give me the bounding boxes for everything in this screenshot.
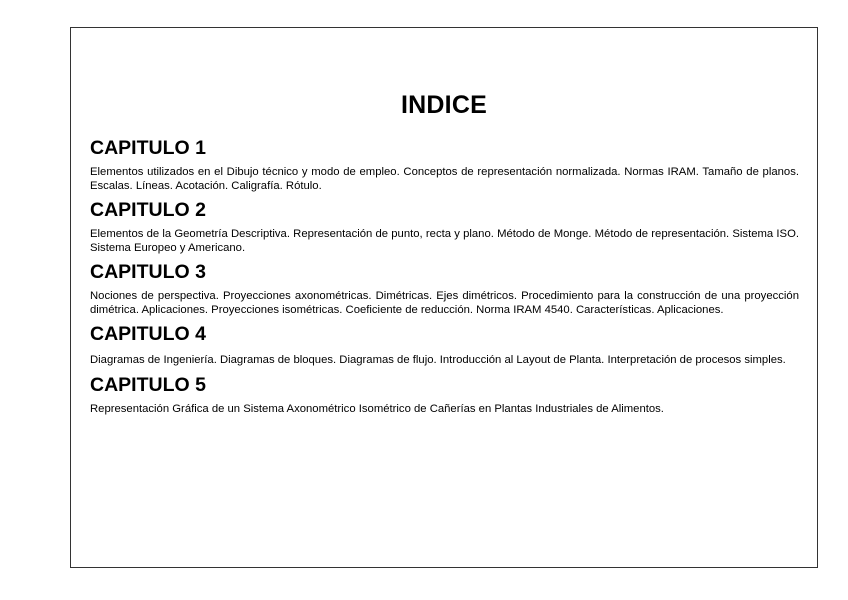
- index-title: INDICE: [401, 91, 487, 119]
- chapter-4: [90, 321, 799, 368]
- document-page: [70, 27, 818, 568]
- chapter-2-heading: CAPITULO 2: [90, 199, 206, 221]
- chapter-list: [90, 135, 799, 421]
- chapter-2: [90, 197, 799, 255]
- chapter-3-heading: CAPITULO 3: [90, 261, 206, 283]
- chapter-4-heading: CAPITULO 4: [90, 323, 206, 345]
- chapter-5: [90, 372, 799, 417]
- chapter-4-description: Diagramas de Ingeniería. Diagramas de bloques. Diagramas de flujo. Introducción al Layout de Planta. Interpretación de procesos simples.: [90, 354, 786, 366]
- chapter-2-description: Elementos de la Geometría Descriptiva. Representación de punto, recta y plano. Método de Monge. Método de representación. Sistema ISO. Sistema Europeo y Americano.: [90, 228, 799, 254]
- chapter-5-heading: CAPITULO 5: [90, 374, 206, 396]
- chapter-3-description: Nociones de perspectiva. Proyecciones axonométricas. Dimétricas. Ejes dimétricos. Procedimiento para la construcción de una proyección dimétrica. Aplicaciones. Proyecciones isométricas. Coeficiente de reducción. Norma IRAM 4540. Características. Aplicaciones.: [90, 290, 799, 316]
- chapter-1: [90, 135, 799, 193]
- chapter-3: [90, 259, 799, 317]
- chapter-5-description: Representación Gráfica de un Sistema Axonométrico Isométrico de Cañerías en Plantas Industriales de Alimentos.: [90, 403, 664, 415]
- chapter-1-description: Elementos utilizados en el Dibujo técnico y modo de empleo. Conceptos de representación normalizada. Normas IRAM. Tamaño de planos. Escalas. Líneas. Acotación. Caligrafía. Rótulo.: [90, 166, 799, 192]
- chapter-1-heading: CAPITULO 1: [90, 137, 206, 159]
